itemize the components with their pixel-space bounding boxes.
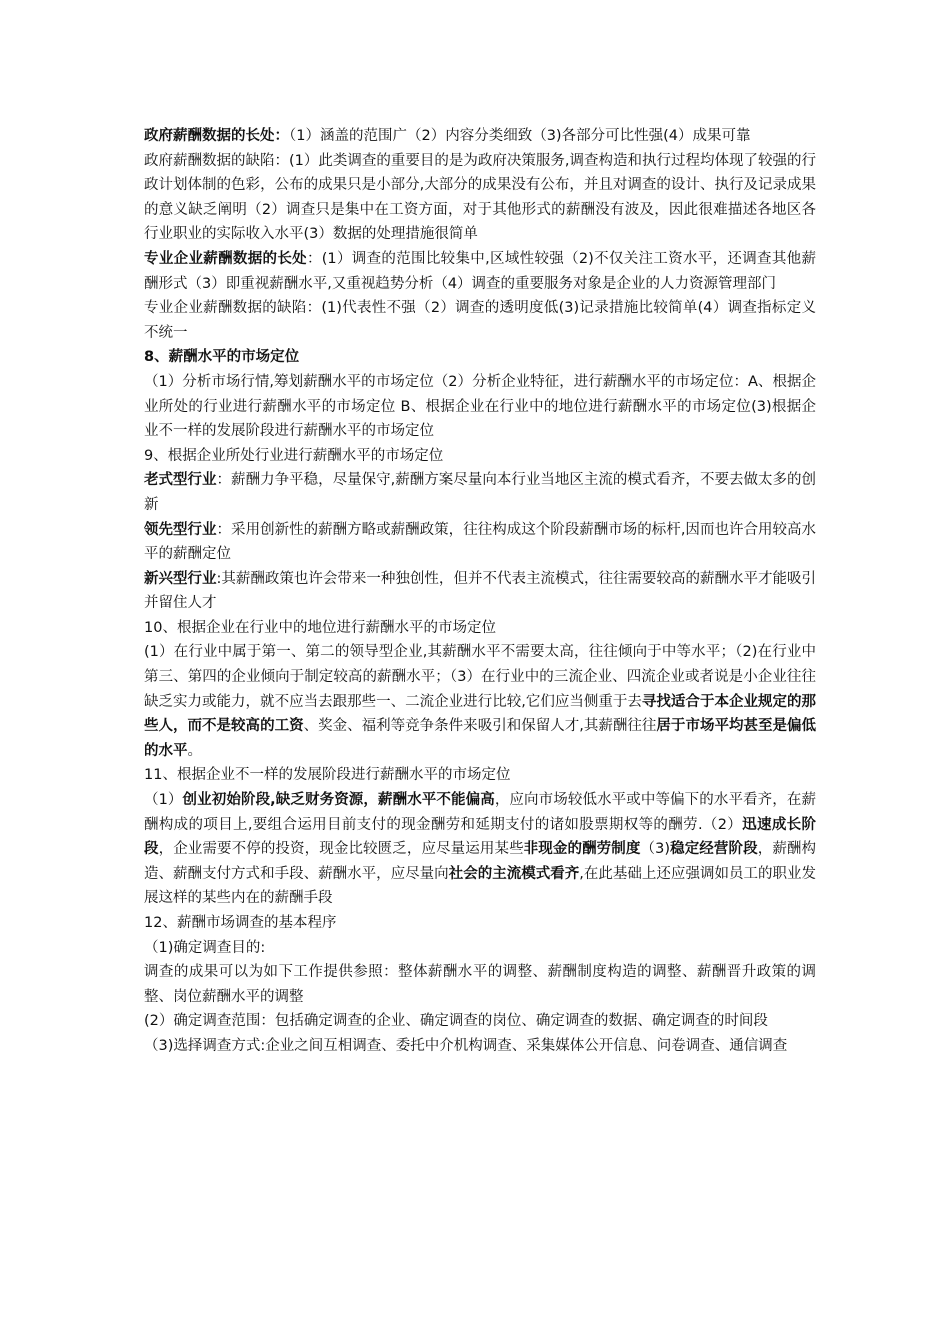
paragraph	[144, 149, 816, 247]
text-run: 11、根据企业不一样的发展阶段进行薪酬水平的市场定位	[144, 767, 511, 784]
bold-text-run: 老式型行业	[144, 472, 217, 489]
text-run: ，薪酬构造、薪酬支付方式和手段、薪酬水平，应尽量向	[144, 841, 817, 882]
text-run: 。	[187, 742, 202, 759]
text-run: (2）确定调查范围：包括确定调查的企业、确定调查的岗位、确定调查的数据、确定调查的时间段	[144, 1013, 768, 1030]
paragraph	[144, 960, 816, 1009]
paragraph	[144, 616, 816, 641]
text-run: ,在此基础上还应强调如员工的职业发展这样的某些内在的薪酬手段	[144, 865, 817, 907]
document-body	[144, 124, 816, 1059]
paragraph	[144, 518, 816, 567]
text-run: ：采用创新性的薪酬方略或薪酬政策，往往构成这个阶段薪酬市场的标杆,因而也许合用较高水平的薪酬定位	[144, 521, 817, 563]
bold-text-run: 社会的主流模式看齐	[448, 865, 580, 882]
bold-text-run: 领先型行业	[144, 521, 217, 538]
paragraph	[144, 640, 816, 763]
text-run: (1）在行业中属于第一、第二的领导型企业,其薪酬水平不需要太高，往往倾向于中等水平；（2)在行业中第三、第四的企业倾向于制定较高的薪酬水平；（3）在行业中的三流企业、四流企业或者说是小企业往往缺乏实力或能力，就不应当去跟那些一、二流企业进行比较,它们应当侧重于去	[144, 644, 816, 710]
text-run: 政府薪酬数据的缺陷：(1）此类调查的重要目的是为政府决策服务,调查构造和执行过程均体现了较强的行政计划体制的色彩，公布的成果只是小部分,大部分的成果没有公布，并且对调查的设计、执行及记录成果的意义缺乏阐明（2）调查只是集中在工资方面，对于其他形式的薪酬没有波及，因此很难描述各地区各行业职业的实际收入水平(3）数据的处理措施很简单	[144, 152, 816, 243]
bold-text-run: 政府薪酬数据的长处：	[144, 128, 289, 144]
bold-text-run: 新兴型行业	[144, 570, 217, 587]
paragraph	[144, 763, 816, 788]
paragraph	[144, 468, 816, 517]
text-run: ，企业需要不停的投资，现金比较匮乏，应尽量运用某些	[158, 841, 524, 858]
text-run: ：(1）调查的范围比较集中,区域性较强（2)不仅关注工资水平，还调查其他薪酬形式（3）即重视薪酬水平,又重视趋势分析（4）调查的重要服务对象是企业的人力资源管理部门	[144, 250, 816, 292]
text-run: 9、根据企业所处行业进行薪酬水平的市场定位	[144, 447, 444, 464]
text-run: （1)确定调查目的:	[144, 939, 266, 956]
paragraph	[144, 788, 816, 911]
text-run: （1）分析市场行情,筹划薪酬水平的市场定位（2）分析企业特征，进行薪酬水平的市场定位：A、根据企业所处的行业进行薪酬水平的市场定位 B、根据企业在行业中的地位进行薪酬水平的市场定位(3)根据企业不一样的发展阶段进行薪酬水平的市场定位	[144, 373, 816, 440]
text-run: :其薪酬政策也许会带来一种独创性，但并不代表主流模式，往往需要较高的薪酬水平才能吸引并留住人才	[144, 570, 816, 612]
bold-text-run: 稳定经营阶段	[670, 841, 758, 858]
text-run: 10、根据企业在行业中的地位进行薪酬水平的市场定位	[144, 619, 496, 636]
bold-text-run: 专业企业薪酬数据的长处	[144, 250, 307, 267]
paragraph	[144, 370, 816, 444]
bold-text-run: 非现金的酬劳制度	[523, 841, 641, 858]
paragraph	[144, 567, 816, 616]
paragraph	[144, 911, 816, 936]
paragraph	[144, 1009, 816, 1034]
bold-text-run: 迅速成长阶段	[144, 816, 816, 858]
text-run: （3)选择调查方式:企业之间互相调查、委托中介机构调查、采集媒体公开信息、问卷调查、通信调查	[144, 1037, 788, 1054]
bold-text-run: 8、薪酬水平的市场定位	[144, 349, 300, 366]
text-run: ，应向市场较低水平或中等偏下的水平看齐，在薪酬构成的项目上,要组合运用目前支付的现金酬劳和延期支付的诸如股票期权等的酬劳.（2）	[144, 792, 816, 833]
paragraph	[144, 936, 816, 961]
text-run: ：薪酬力争平稳，尽量保守,薪酬方案尽量向本行业当地区主流的模式看齐，不要去做太多的创新	[144, 472, 817, 513]
bold-text-run: 寻找适合于本企业规定的那些人，而不是较高的工资	[144, 693, 816, 735]
text-run: （3)	[640, 841, 670, 858]
paragraph	[144, 247, 816, 296]
paragraph	[144, 296, 816, 345]
text-run: 12、薪酬市场调查的基本程序	[144, 915, 337, 931]
paragraph	[144, 1034, 816, 1059]
bold-text-run: 创业初始阶段,缺乏财务资源，薪酬水平不能偏高	[182, 792, 495, 809]
text-run: （1）	[144, 792, 183, 809]
paragraph	[144, 124, 816, 149]
text-run: 、奖金、福利等竞争条件来吸引和保留人才,其薪酬往往	[303, 718, 657, 735]
text-run: 专业企业薪酬数据的缺陷：(1)代表性不强（2）调查的透明度低(3)记录措施比较简单(4）调查指标定义不统一	[144, 300, 816, 341]
text-run: 调查的成果可以为如下工作提供参照：整体薪酬水平的调整、薪酬制度构造的调整、薪酬晋升政策的调整、岗位薪酬水平的调整	[144, 964, 816, 1005]
paragraph	[144, 345, 816, 370]
bold-text-run: 居于市场平均甚至是偏低的水平	[144, 718, 817, 759]
text-run: （1）涵盖的范围广（2）内容分类细致（3)各部分可比性强(4）成果可靠	[289, 128, 751, 144]
paragraph	[144, 444, 816, 469]
